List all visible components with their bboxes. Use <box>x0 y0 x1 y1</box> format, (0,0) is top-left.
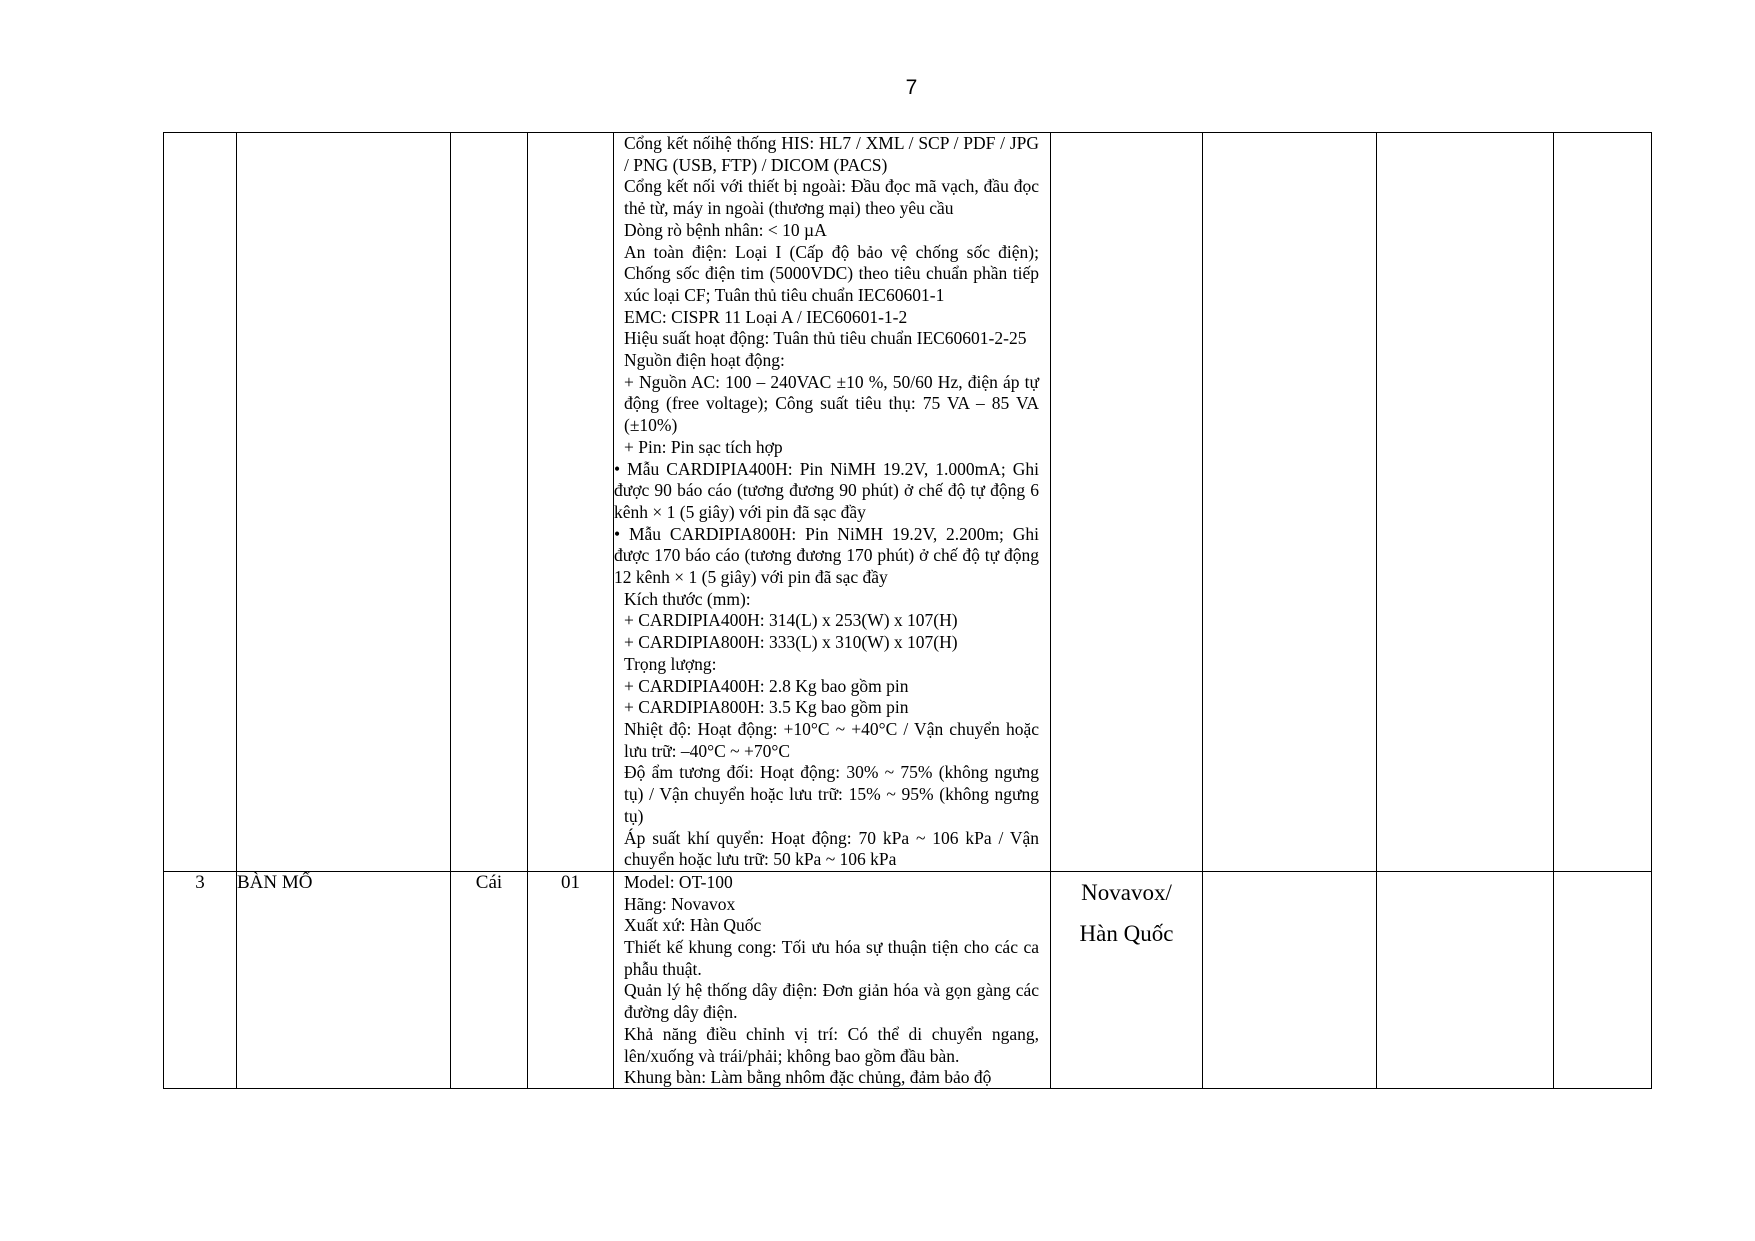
spec-line: Trọng lượng: <box>624 653 717 674</box>
empty-cell <box>1377 133 1554 872</box>
spec-bullet-line: • Mẫu CARDIPIA400H: Pin NiMH 19.2V, 1.000mA; Ghi được 90 báo cáo (tương đương 90 phút) ở chế độ tự động 6 kênh × 1 (5 giây) với pin đã sạc đầy <box>614 458 1039 522</box>
quantity-cell <box>528 133 614 872</box>
spec-line: Nhiệt độ: Hoạt động: +10°C ~ +40°C / Vận chuyển hoặc lưu trữ: –40°C ~ +70°C <box>624 718 1039 761</box>
spec-line: Độ ẩm tương đối: Hoạt động: 30% ~ 75% (không ngưng tụ) / Vận chuyển hoặc lưu trữ: 15% ~ 95% (không ngưng tụ) <box>624 762 1039 826</box>
spec-line: Khả năng điều chỉnh vị trí: Có thể di chuyển ngang, lên/xuống và trái/phải; không bao gồm đầu bàn. <box>624 1023 1039 1066</box>
spec-line: Nguồn điện hoạt động: <box>624 350 785 371</box>
name-cell <box>237 133 451 872</box>
empty-cell <box>1554 871 1652 1088</box>
spec-text <box>614 133 1050 871</box>
unit-cell: Cái <box>451 871 528 1088</box>
spec-line: Áp suất khí quyển: Hoạt động: 70 kPa ~ 106 kPa / Vận chuyển hoặc lưu trữ: 50 kPa ~ 106 kPa <box>624 827 1039 870</box>
empty-cell <box>1203 133 1377 872</box>
spec-line: EMC: CISPR 11 Loại A / IEC60601-1-2 <box>624 306 908 327</box>
spec-line: + CARDIPIA800H: 3.5 Kg bao gồm pin <box>624 697 909 718</box>
spec-line: Quản lý hệ thống dây điện: Đơn giản hóa và gọn gàng các đường dây điện. <box>624 980 1039 1023</box>
spec-cell <box>614 871 1051 1088</box>
spec-line: + CARDIPIA800H: 333(L) x 310(W) x 107(H) <box>624 632 958 653</box>
spec-line: An toàn điện: Loại I (Cấp độ bảo vệ chống sốc điện); Chống sốc điện tim (5000VDC) theo tiêu chuẩn phần tiếp xúc loại CF; Tuân thủ tiêu chuẩn IEC60601-1 <box>624 241 1039 305</box>
table-row-continued-spec <box>164 133 1652 872</box>
spec-line: Hãng: Novavox <box>624 893 736 914</box>
table-row-operating-table <box>164 871 1652 1088</box>
spec-line: + Pin: Pin sạc tích hợp <box>624 436 783 457</box>
empty-cell <box>1554 133 1652 872</box>
spec-cell <box>614 133 1051 872</box>
spec-line: Khung bàn: Làm bằng nhôm đặc chủng, đảm bảo độ <box>624 1067 992 1088</box>
empty-cell <box>1377 871 1554 1088</box>
brand-origin-cell <box>1051 133 1203 872</box>
brand-line: Novavox/ <box>1081 879 1172 905</box>
spec-line: + Nguồn AC: 100 – 240VAC ±10 %, 50/60 Hz, điện áp tự động (free voltage); Công suất tiêu thụ: 75 VA – 85 VA (±10%) <box>624 371 1039 436</box>
spec-line: Xuất xứ: Hàn Quốc <box>624 915 762 936</box>
spec-line: Kích thước (mm): <box>624 588 751 609</box>
origin-line: Hàn Quốc <box>1079 920 1174 946</box>
stt-cell: 3 <box>164 871 237 1088</box>
spec-line: Model: OT-100 <box>624 871 733 892</box>
stt-cell <box>164 133 237 872</box>
page-number: 7 <box>905 76 918 99</box>
unit-cell <box>451 133 528 872</box>
spec-line: + CARDIPIA400H: 314(L) x 253(W) x 107(H) <box>624 610 958 631</box>
spec-line: Dòng rò bệnh nhân: < 10 µA <box>624 219 827 240</box>
spec-line: Hiệu suất hoạt động: Tuân thủ tiêu chuẩn IEC60601-2-25 <box>624 328 1027 349</box>
name-cell: BÀN MỔ <box>237 871 451 1088</box>
spec-line: Cổng kết nối với thiết bị ngoài: Đầu đọc mã vạch, đầu đọc thẻ từ, máy in ngoài (thương mại) theo yêu cầu <box>624 176 1039 219</box>
spec-line: + CARDIPIA400H: 2.8 Kg bao gồm pin <box>624 675 909 696</box>
spec-line: Thiết kế khung cong: Tối ưu hóa sự thuận tiện cho các ca phẫu thuật. <box>624 937 1039 979</box>
equipment-spec-table <box>163 132 1652 1089</box>
quantity-cell: 01 <box>528 871 614 1088</box>
brand-origin-cell <box>1051 871 1203 1088</box>
spec-bullet-line: • Mẫu CARDIPIA800H: Pin NiMH 19.2V, 2.200m; Ghi được 170 báo cáo (tương đương 170 phút) ở chế độ tự động 12 kênh × 1 (5 giây) với pin đã sạc đầy <box>614 523 1039 588</box>
spec-line: Cổng kết nốihệ thống HIS: HL7 / XML / SCP / PDF / JPG / PNG (USB, FTP) / DICOM (PACS) <box>624 133 1039 175</box>
empty-cell <box>1203 871 1377 1088</box>
spec-text <box>614 872 1050 1088</box>
